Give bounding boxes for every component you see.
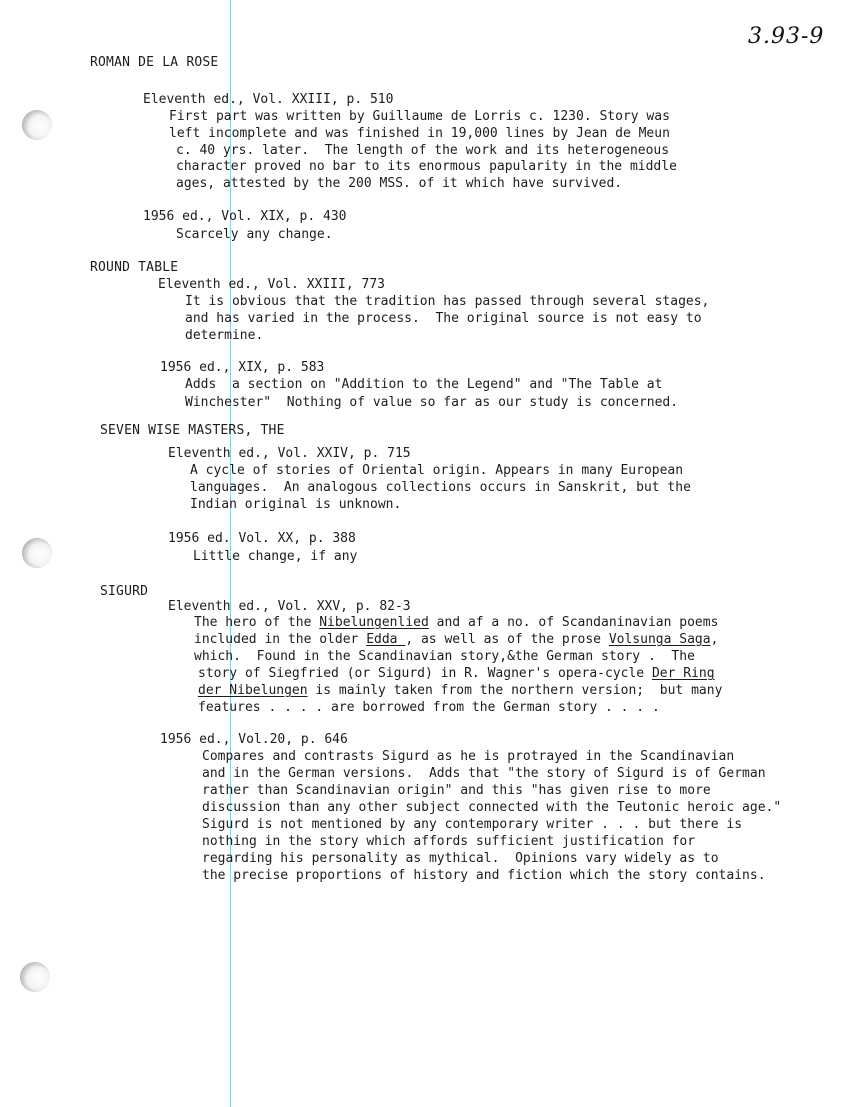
- text-segment: included in the older: [194, 632, 367, 647]
- text-segment: features . . . . are borrowed from the German story . . . .: [198, 700, 660, 715]
- work-title-der-nibelungen: der Nibelungen: [198, 683, 308, 698]
- body-line: [198, 682, 722, 699]
- body-line: regarding his personality as mythical. Opinions vary widely as to: [202, 851, 719, 866]
- body-line: discussion than any other subject connected with the Teutonic heroic age.": [202, 800, 782, 815]
- body-line: [194, 614, 718, 631]
- body-line: [194, 631, 718, 648]
- body-line: Scarcely any change.: [176, 227, 333, 242]
- body-line: [194, 648, 695, 665]
- text-segment: and af a no. of Scandaninavian poems: [428, 615, 719, 630]
- body-line: A cycle of stories of Oriental origin. Appears in many European: [190, 463, 684, 478]
- reference-line: 1956 ed., XIX, p. 583: [160, 360, 325, 375]
- text-segment: story of Siegfried (or Sigurd) in R. Wagner's opera-cycle: [198, 666, 652, 681]
- body-line: left incomplete and was finished in 19,000 lines by Jean de Meun: [169, 126, 670, 141]
- reference-line: 1956 ed., Vol.20, p. 646: [160, 732, 348, 747]
- body-line: languages. An analogous collections occurs in Sanskrit, but the: [190, 480, 691, 495]
- reference-line: 1956 ed. Vol. XX, p. 388: [168, 531, 356, 546]
- section-heading-round-table: ROUND TABLE: [90, 260, 179, 275]
- reference-line: Eleventh ed., Vol. XXV, p. 82-3: [168, 599, 411, 614]
- body-line: and in the German versions. Adds that "the story of Sigurd is of German: [202, 766, 766, 781]
- reference-line: Eleventh ed., Vol. XXIV, p. 715: [168, 446, 411, 461]
- body-line: Indian original is unknown.: [190, 497, 402, 512]
- body-line: rather than Scandinavian origin" and this "has given rise to more: [202, 783, 711, 798]
- body-line: and has varied in the process. The original source is not easy to: [185, 311, 702, 326]
- reference-line: Eleventh ed., Vol. XXIII, 773: [158, 277, 385, 292]
- work-title-edda: Edda: [366, 632, 406, 647]
- body-line: It is obvious that the tradition has passed through several stages,: [185, 294, 710, 309]
- body-line: c. 40 yrs. later. The length of the work and its heterogeneous: [176, 143, 670, 158]
- body-line: Sigurd is not mentioned by any contemporary writer . . . but there is: [202, 817, 743, 832]
- text-segment: is mainly taken from the northern version; but many: [307, 683, 723, 698]
- section-heading-seven-wise-masters: SEVEN WISE MASTERS, THE: [100, 423, 285, 438]
- body-line: Winchester" Nothing of value so far as our study is concerned.: [185, 395, 679, 410]
- text-segment: , as well as of the prose: [405, 632, 609, 647]
- body-line: character proved no bar to its enormous papularity in the middle: [176, 159, 677, 174]
- work-title-volsunga-saga: Volsunga Saga: [608, 632, 711, 647]
- body-line: ages, attested by the 200 MSS. of it which have survived.: [176, 176, 623, 191]
- body-line: determine.: [185, 328, 264, 343]
- body-line: Adds a section on "Addition to the Legend" and "The Table at: [185, 377, 663, 392]
- text-segment: which. Found in the Scandinavian story,&the German story . The: [194, 649, 695, 664]
- text-segment: The hero of the: [194, 615, 320, 630]
- page-number: 3.93-9: [748, 24, 825, 49]
- body-line: Compares and contrasts Sigurd as he is protrayed in the Scandinavian: [202, 749, 735, 764]
- reference-line: 1956 ed., Vol. XIX, p. 430: [143, 209, 347, 224]
- body-line: Little change, if any: [193, 549, 358, 564]
- work-title-der-ring: Der Ring: [651, 666, 715, 681]
- text-segment: ,: [710, 632, 719, 647]
- section-heading-sigurd: SIGURD: [100, 584, 149, 599]
- body-line: [198, 665, 715, 682]
- body-line: First part was written by Guillaume de Lorris c. 1230. Story was: [169, 109, 670, 124]
- punch-hole-top: [22, 110, 52, 140]
- body-line: the precise proportions of history and fiction which the story contains.: [202, 868, 766, 883]
- reference-line: Eleventh ed., Vol. XXIII, p. 510: [143, 92, 394, 107]
- body-line: [198, 699, 660, 716]
- section-heading-roman-de-la-rose: ROMAN DE LA ROSE: [90, 55, 219, 70]
- punch-hole-bottom: [20, 962, 50, 992]
- body-line: nothing in the story which affords sufficient justification for: [202, 834, 696, 849]
- punch-hole-middle: [22, 538, 52, 568]
- work-title-nibelungenlied: Nibelungenlied: [319, 615, 429, 630]
